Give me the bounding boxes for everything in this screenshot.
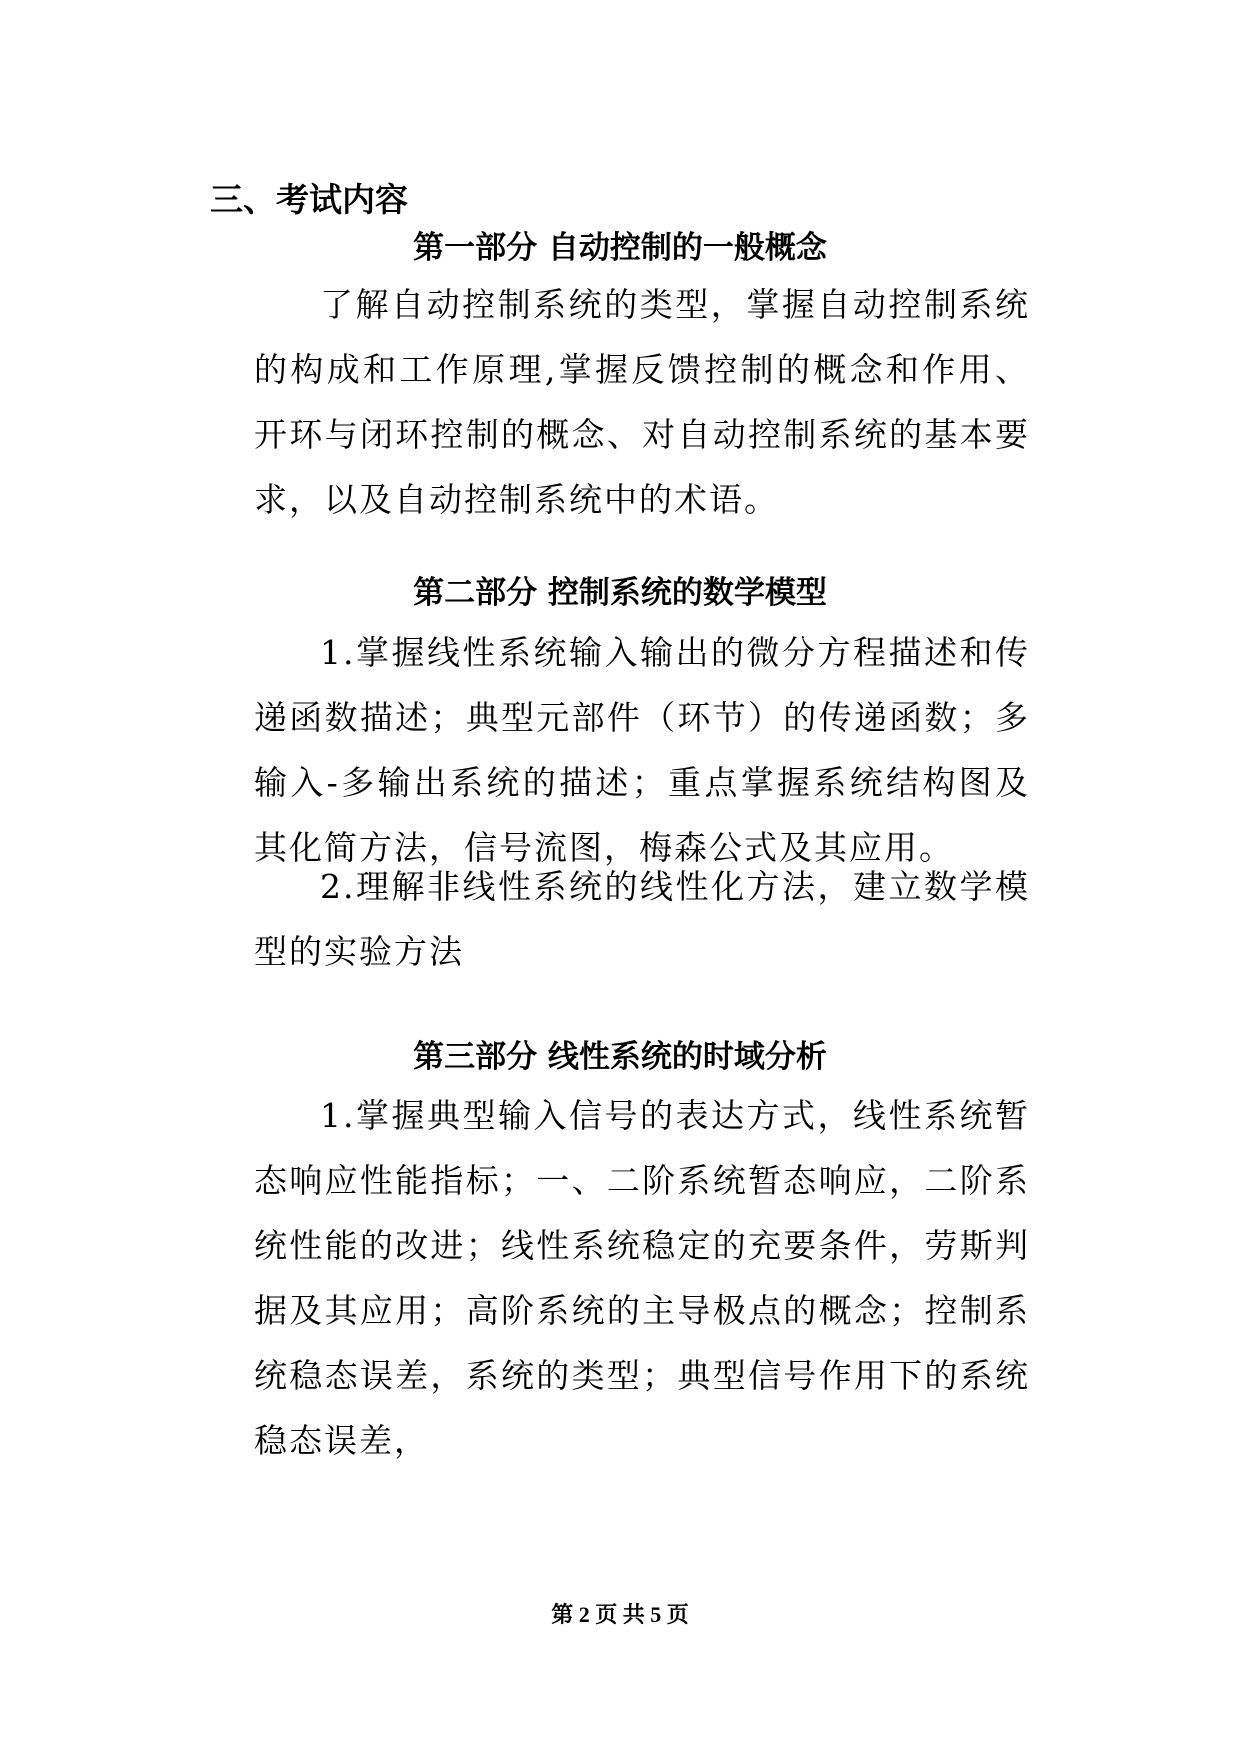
part-1-heading: 第一部分 自动控制的一般概念 (413, 230, 827, 266)
page-number-footer: 第 2 页 共 5 页 (551, 1602, 689, 1627)
section-title: 三、考试内容 (210, 180, 408, 219)
part-1-paragraph-1: 了解自动控制系统的类型，掌握自动控制系统的构成和工作原理,掌握反馈控制的概念和作用、开环与闭环控制的概念、对自动控制系统的基本要求，以及自动控制系统中的术语。 (254, 285, 1030, 519)
part-2-heading: 第二部分 控制系统的数学模型 (413, 575, 827, 611)
part-2-paragraph-1: 1.掌握线性系统输入输出的微分方程描述和传递函数描述；典型元部件（环节）的传递函数；多输入-多输出系统的描述；重点掌握系统结构图及其化简方法，信号流图，梅森公式及其应用。 (254, 633, 1030, 867)
part-3-paragraph-1: 1.掌握典型输入信号的表达方式，线性系统暂态响应性能指标；一、二阶系统暂态响应，二阶系统性能的改进；线性系统稳定的充要条件，劳斯判据及其应用；高阶系统的主导极点的概念；控制系统稳态误差，系统的类型；典型信号作用下的系统稳态误差， (254, 1096, 1030, 1460)
part-2-paragraph-2: 2.理解非线性系统的线性化方法，建立数学模型的实验方法 (254, 867, 1030, 971)
part-3-heading: 第三部分 线性系统的时域分析 (413, 1039, 827, 1075)
